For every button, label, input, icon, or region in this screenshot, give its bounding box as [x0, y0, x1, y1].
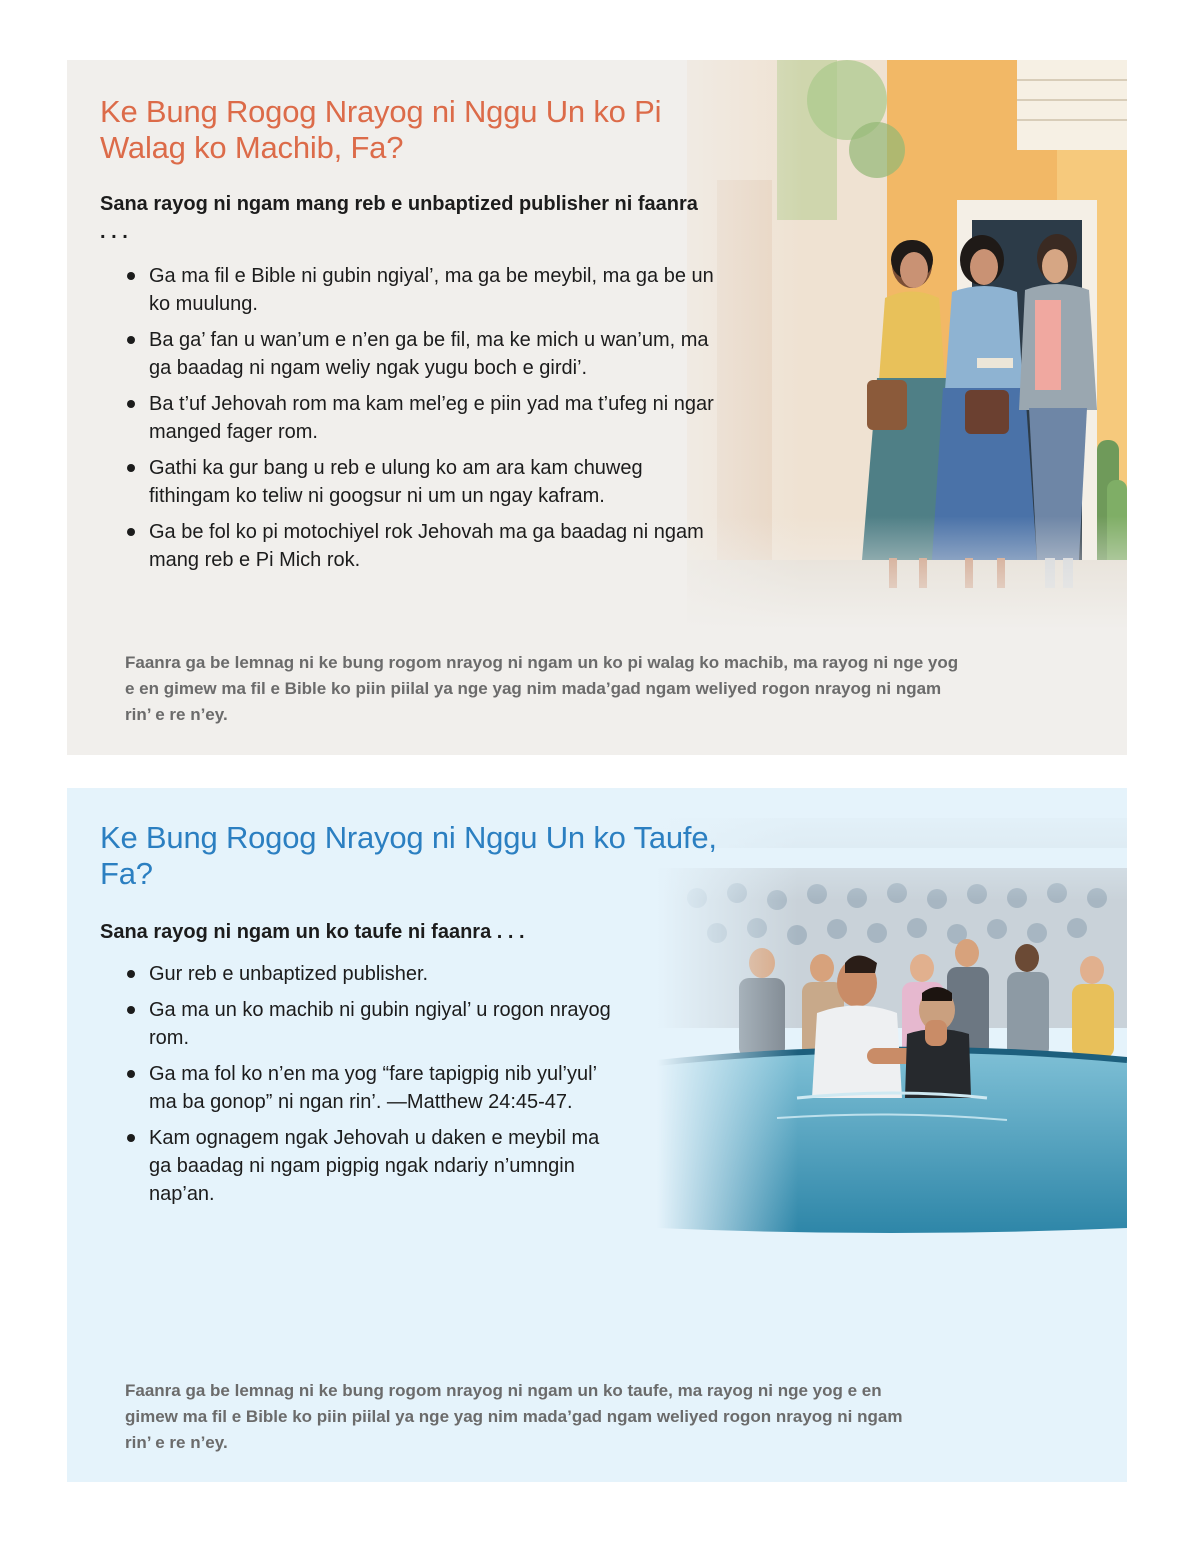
list-item: Gathi ka gur bang u reb e ulung ko am ara kam chuweg fithingam ko teliw ni googsur ni um un ngay kafram.	[124, 454, 724, 510]
baptism-illustration	[657, 798, 1127, 1368]
ministry-readiness-panel	[67, 60, 1127, 755]
list-item: Ga ma fol ko n’en ma yog “fare tapigpig nib yul’yul’ ma ba gonop” ni ngan rin’. —Matthew 24:45-47.	[124, 1060, 624, 1116]
requirements-list	[124, 262, 724, 582]
requirements-list	[124, 960, 624, 1216]
section-footnote: Faanra ga be lemnag ni ke bung rogom nrayog ni ngam un ko taufe, ma rayog ni nge yog e en gimew ma fil e Bible ko piin piilal ya nge yag nim mada’gad ngam weliyed rogon nrayog ni ngam rin’ e re n’ey.	[125, 1381, 903, 1452]
list-item: Ga ma fil e Bible ni gubin ngiyal’, ma ga be meybil, ma ga be un ko muulung.	[124, 262, 724, 318]
list-item: Ba ga’ fan u wan’um e n’en ga be fil, ma ke mich u wan’um, ma ga baadag ni ngam weliy ngak yugu boch e girdi’.	[124, 326, 724, 382]
section-title: Ke Bung Rogog Nrayog ni Nggu Un ko Taufe, Fa?	[100, 820, 717, 891]
list-item: Gur reb e unbaptized publisher.	[124, 960, 624, 988]
list-item: Ba t’uf Jehovah rom ma kam mel’eg e piin yad ma t’ufeg ni ngar manged fager rom.	[124, 390, 724, 446]
section-subtitle: Sana rayog ni ngam un ko taufe ni faanra . . .	[100, 921, 525, 943]
list-item: Ga ma un ko machib ni gubin ngiyal’ u rogon nrayog rom.	[124, 996, 624, 1052]
baptism-readiness-panel	[67, 788, 1127, 1482]
section-footnote: Faanra ga be lemnag ni ke bung rogom nrayog ni ngam un ko pi walag ko machib, ma rayog ni nge yog e en gimew ma fil e Bible ko piin piilal ya nge yag nim mada’gad ngam weliyed rogon nrayog ni ngam rin’ e re n’ey.	[125, 653, 959, 724]
section-title: Ke Bung Rogog Nrayog ni Nggu Un ko Pi Walag ko Machib, Fa?	[100, 94, 662, 165]
section-subtitle: Sana rayog ni ngam mang reb e unbaptized publisher ni faanra . . .	[100, 193, 698, 243]
list-item: Ga be fol ko pi motochiyel rok Jehovah ma ga baadag ni ngam mang reb e Pi Mich rok.	[124, 518, 724, 574]
list-item: Kam ognagem ngak Jehovah u daken e meybil ma ga baadag ni ngam pigpig ngak ndariy n’umngin nap’an.	[124, 1124, 624, 1208]
